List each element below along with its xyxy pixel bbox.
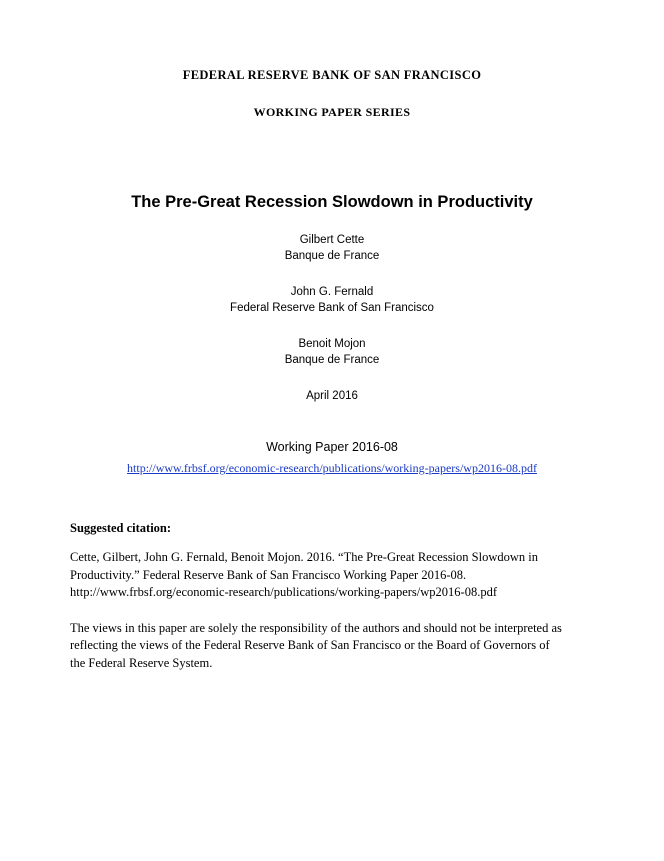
author-affiliation: Banque de France — [284, 354, 380, 366]
author-name: John G. Fernald — [290, 286, 374, 298]
page-title: The Pre-Great Recession Slowdown in Productivity — [131, 193, 533, 211]
publication-date: April 2016 — [306, 390, 358, 402]
disclaimer-line: The views in this paper are solely the responsibility of the authors and should not be interpreted as — [70, 620, 562, 635]
author-affiliation: Banque de France — [284, 250, 380, 262]
masthead — [0, 0, 664, 120]
working-paper-link-row — [0, 459, 664, 477]
author-affiliation: Federal Reserve Bank of San Francisco — [230, 302, 434, 314]
citation-line: Productivity.” Federal Reserve Bank of San Francisco Working Paper 2016-08. — [70, 567, 467, 582]
suggested-citation-section — [70, 521, 594, 672]
disclaimer-text — [70, 620, 594, 673]
suggested-citation-heading: Suggested citation: — [70, 521, 172, 535]
citation-line: Cette, Gilbert, John G. Fernald, Benoit Mojon. 2016. “The Pre-Great Recession Slowdown in — [70, 550, 538, 564]
author-name: Benoit Mojon — [298, 338, 366, 350]
author-name: Gilbert Cette — [299, 234, 365, 246]
author-entry — [0, 284, 664, 316]
author-entry — [0, 336, 664, 368]
working-paper-pdf-link[interactable]: http://www.frbsf.org/economic-research/publications/working-papers/wp2016-08.pdf — [127, 461, 537, 475]
disclaimer-line: the Federal Reserve System. — [70, 655, 213, 670]
author-entry — [0, 232, 664, 264]
disclaimer-line: reflecting the views of the Federal Reserve Bank of San Francisco or the Board of Governors of — [70, 638, 550, 652]
working-paper-number: Working Paper 2016-08 — [266, 440, 398, 454]
suggested-citation-text — [70, 549, 594, 602]
institution-name: FEDERAL RESERVE BANK OF SAN FRANCISCO — [182, 68, 482, 82]
series-name: WORKING PAPER SERIES — [253, 105, 411, 119]
citation-line: http://www.frbsf.org/economic-research/publications/working-papers/wp2016-08.pdf — [70, 585, 497, 599]
author-list — [0, 232, 664, 368]
